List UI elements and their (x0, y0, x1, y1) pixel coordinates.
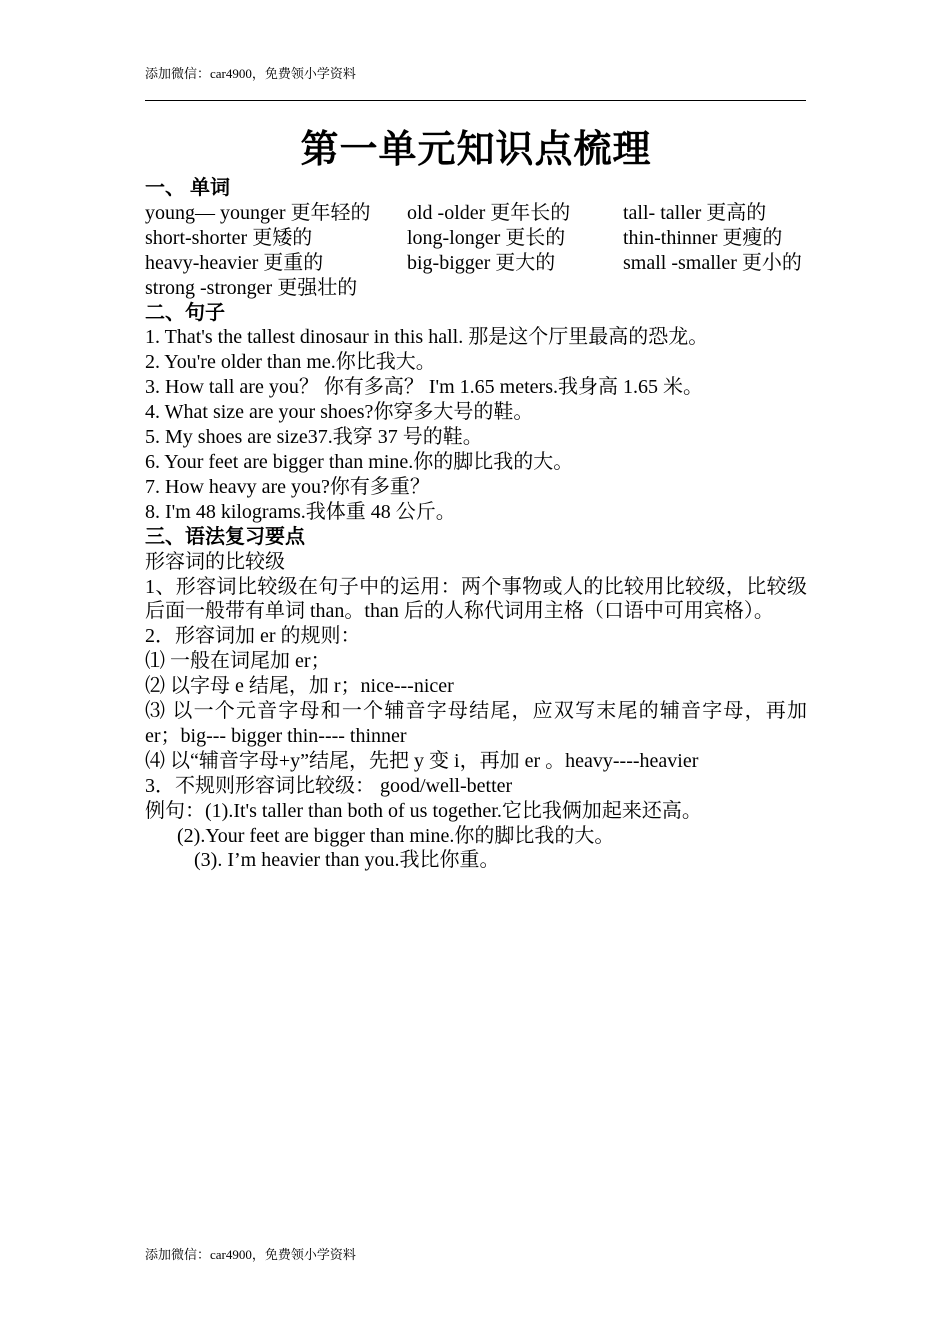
word-pair: small -smaller 更小的 (623, 251, 802, 274)
header-divider (145, 100, 806, 101)
word-pair: short-shorter 更矮的 (145, 226, 313, 249)
word-row (145, 201, 807, 226)
example-sentence: 例句：(1).It's taller than both of us together.它比我俩加起来还高。 (145, 799, 702, 822)
word-pair: thin-thinner 更瘦的 (623, 226, 783, 249)
section-heading-words: 一、 单词 (145, 177, 230, 199)
grammar-paragraph: 3．不规则形容词比较级： good/well-better (145, 774, 513, 797)
word-pair: young— younger 更年轻的 (145, 201, 371, 224)
word-row (145, 226, 807, 251)
word-pair: long-longer 更长的 (407, 226, 566, 249)
grammar-subheading: 形容词的比较级 (145, 550, 285, 573)
grammar-rule: ⑵ 以字母 e 结尾，加 r；nice---nicer (145, 675, 454, 698)
example-sentence: (2).Your feet are bigger than mine.你的脚比我的大。 (177, 824, 615, 847)
grammar-paragraph: 1、形容词比较级在句子中的运用：两个事物或人的比较用比较级，比较级后面一般带有单词 than。than 后的人称代词用主格（口语中可用宾格）。 (145, 575, 807, 623)
page-title: 第一单元知识点梳理 (300, 129, 652, 171)
sentence-item: 6. Your feet are bigger than mine.你的脚比我的大。 (145, 450, 574, 473)
word-row (145, 276, 807, 301)
sentence-item: 1. That's the tallest dinosaur in this hall. 那是这个厅里最高的恐龙。 (145, 326, 709, 349)
section-heading-sentences: 二、句子 (145, 301, 225, 324)
example-sentence: (3). I’m heavier than you.我比你重。 (194, 849, 500, 872)
page-header-text: 添加微信：car4900，免费领小学资料 (145, 66, 356, 81)
grammar-paragraph: 2．形容词加 er 的规则： (145, 625, 361, 648)
word-pair: strong -stronger 更强壮的 (145, 276, 358, 299)
document-body (145, 124, 807, 873)
grammar-rule: ⑶ 以一个元音字母和一个辅音字母结尾，应双写末尾的辅音字母，再加 er；big--- bigger thin---- thinner (145, 700, 807, 747)
grammar-rule: ⑷ 以“辅音字母+y”结尾，先把 y 变 i，再加 er 。heavy----heavier (145, 749, 699, 772)
word-pair: heavy-heavier 更重的 (145, 251, 324, 274)
section-heading-grammar: 三、语法复习要点 (145, 525, 305, 548)
sentence-item: 4. What size are your shoes?你穿多大号的鞋。 (145, 401, 534, 424)
word-pair: tall- taller 更高的 (623, 201, 767, 224)
word-pair: big-bigger 更大的 (407, 251, 556, 274)
word-pair: old -older 更年长的 (407, 201, 571, 224)
sentence-item: 5. My shoes are size37.我穿 37 号的鞋。 (145, 426, 483, 449)
grammar-rule: ⑴ 一般在词尾加 er； (145, 650, 331, 673)
sentence-item: 2. You're older than me.你比我大。 (145, 351, 436, 374)
page-footer-text: 添加微信：car4900，免费领小学资料 (145, 1247, 356, 1262)
word-row (145, 251, 807, 276)
sentence-item: 7. How heavy are you?你有多重？ (145, 475, 430, 498)
sentence-item: 3. How tall are you？ 你有多高？ I'm 1.65 meters.我身高 1.65 米。 (145, 376, 703, 399)
sentence-item: 8. I'm 48 kilograms.我体重 48 公斤。 (145, 500, 456, 523)
